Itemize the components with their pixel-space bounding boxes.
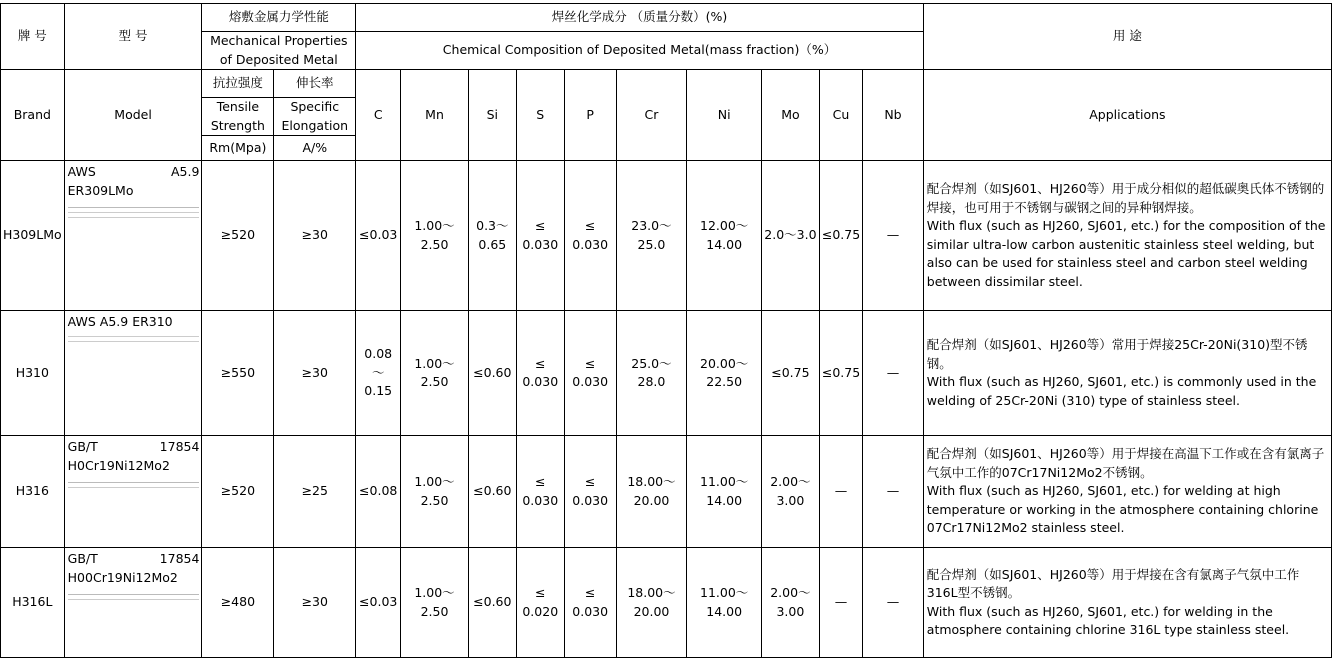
cu-cell: ≤0.75	[819, 311, 862, 436]
tensile-unit: Rm(Mpa)	[202, 136, 274, 161]
tensile-header-cn: 抗拉强度	[202, 70, 274, 98]
application-cell	[923, 161, 1331, 311]
mn-cell: 1.00～2.50	[401, 161, 469, 311]
element-header-si: Si	[468, 70, 516, 161]
table-row	[1, 311, 1332, 436]
model-line: H0Cr19Ni12Mo2	[67, 457, 170, 473]
brand-cell: H316L	[1, 548, 65, 658]
model-cell	[64, 311, 202, 436]
applications-header-en: Applications	[923, 70, 1331, 161]
cu-cell: —	[819, 436, 862, 548]
element-header-s: S	[516, 70, 564, 161]
mn-cell: 1.00～2.50	[401, 548, 469, 658]
tensile-header-en: Tensile Strength	[202, 98, 274, 136]
s-cell: ≤ 0.020	[516, 548, 564, 658]
s-cell: ≤ 0.030	[516, 311, 564, 436]
brand-cell: H310	[1, 311, 65, 436]
cell-divider	[68, 487, 200, 488]
p-cell: ≤ 0.030	[564, 161, 616, 311]
mo-cell: 2.00～3.00	[761, 548, 819, 658]
element-header-nb: Nb	[863, 70, 924, 161]
cell-divider	[68, 336, 200, 337]
ni-cell: 12.00～14.00	[687, 161, 762, 311]
model-line: AWS A5.9	[67, 164, 200, 179]
chemical-header-en: Chemical Composition of Deposited Metal(mass fraction)（%）	[356, 32, 924, 70]
application-cell	[923, 436, 1331, 548]
cr-cell: 23.0～25.0	[616, 161, 687, 311]
welding-wire-spec-table	[0, 3, 1332, 658]
cr-cell: 18.00～20.00	[616, 548, 687, 658]
application-en: With flux (such as HJ260, SJ601, etc.) is commonly used in the welding of 25Cr-20Ni (310) type of stainless steel.	[926, 374, 1317, 408]
application-cn: 配合焊剂（如SJ601、HJ260等）常用于焊接25Cr-20Ni(310)型不锈钢。	[926, 337, 1308, 371]
chemical-header-cn: 焊丝化学成分 （质量分数）(%)	[356, 4, 924, 32]
tensile-cell: ≥550	[202, 311, 274, 436]
elongation-cell: ≥30	[274, 548, 356, 658]
element-header-cu: Cu	[819, 70, 862, 161]
tensile-cell: ≥480	[202, 548, 274, 658]
mo-cell: ≤0.75	[761, 311, 819, 436]
applications-header-cn: 用 途	[923, 4, 1331, 70]
p-cell: ≤ 0.030	[564, 436, 616, 548]
si-cell: ≤0.60	[468, 548, 516, 658]
model-cell	[64, 436, 202, 548]
nb-cell: —	[863, 548, 924, 658]
c-cell: ≤0.03	[356, 161, 401, 311]
application-cn: 配合焊剂（如SJ601、HJ260等）用于焊接在含有氯离子气氛中工作316L型不锈钢。	[926, 566, 1300, 600]
si-cell: ≤0.60	[468, 311, 516, 436]
cr-cell: 18.00～20.00	[616, 436, 687, 548]
p-cell: ≤ 0.030	[564, 548, 616, 658]
table-row	[1, 436, 1332, 548]
model-line: ER309LMo	[67, 182, 134, 198]
mo-cell: 2.00～3.00	[761, 436, 819, 548]
application-cell	[923, 548, 1331, 658]
element-header-c: C	[356, 70, 401, 161]
brand-header-cn: 牌 号	[1, 4, 65, 70]
brand-cell: H316	[1, 436, 65, 548]
brand-cell: H309LMo	[1, 161, 65, 311]
nb-cell: —	[863, 161, 924, 311]
cell-divider	[68, 341, 200, 342]
element-header-ni: Ni	[687, 70, 762, 161]
cu-cell: ≤0.75	[819, 161, 862, 311]
s-cell: ≤ 0.030	[516, 161, 564, 311]
cell-divider	[68, 594, 200, 595]
model-header-cn: 型 号	[64, 4, 202, 70]
elongation-header-cn: 伸长率	[274, 70, 356, 98]
nb-cell: —	[863, 436, 924, 548]
c-cell: ≤0.08	[356, 436, 401, 548]
cr-cell: 25.0～28.0	[616, 311, 687, 436]
cell-divider	[68, 217, 200, 218]
si-cell: 0.3～0.65	[468, 161, 516, 311]
elongation-cell: ≥25	[274, 436, 356, 548]
mn-cell: 1.00～2.50	[401, 311, 469, 436]
table-row	[1, 548, 1332, 658]
mechanical-header-cn: 熔敷金属力学性能	[202, 4, 356, 32]
application-cn: 配合焊剂（如SJ601、HJ260等）用于成分相似的超低碳奥氏体不锈钢的焊接，也可用于不锈钢与碳钢之间的异种钢焊接。	[926, 181, 1325, 215]
ni-cell: 20.00～22.50	[687, 311, 762, 436]
cell-divider	[68, 482, 200, 483]
tensile-cell: ≥520	[202, 436, 274, 548]
p-cell: ≤ 0.030	[564, 311, 616, 436]
tensile-cell: ≥520	[202, 161, 274, 311]
application-cn: 配合焊剂（如SJ601、HJ260等）用于焊接在高温下工作或在含有氯离子气氛中工作的07Cr17Ni12Mo2不锈钢。	[926, 446, 1325, 480]
table-row	[1, 161, 1332, 311]
model-line: GB/T 17854	[67, 439, 200, 454]
elongation-unit: A/%	[274, 136, 356, 161]
elongation-cell: ≥30	[274, 311, 356, 436]
application-en: With flux (such as HJ260, SJ601, etc.) for welding at high temperature or working in the atmosphere containing chlorine 07Cr17Ni12Mo2 stainless steel.	[926, 483, 1319, 536]
cell-divider	[68, 212, 200, 213]
ni-cell: 11.00～14.00	[687, 436, 762, 548]
nb-cell: —	[863, 311, 924, 436]
model-header-en: Model	[64, 70, 202, 161]
element-header-mn: Mn	[401, 70, 469, 161]
element-header-mo: Mo	[761, 70, 819, 161]
model-cell	[64, 161, 202, 311]
s-cell: ≤ 0.030	[516, 436, 564, 548]
brand-header-en: Brand	[1, 70, 65, 161]
c-cell: 0.08～0.15	[356, 311, 401, 436]
mechanical-header-en: Mechanical Properties of Deposited Metal	[202, 32, 356, 70]
elongation-cell: ≥30	[274, 161, 356, 311]
model-line: GB/T 17854	[67, 551, 200, 566]
cell-divider	[68, 207, 200, 208]
ni-cell: 11.00～14.00	[687, 548, 762, 658]
c-cell: ≤0.03	[356, 548, 401, 658]
si-cell: ≤0.60	[468, 436, 516, 548]
cell-divider	[68, 599, 200, 600]
element-header-cr: Cr	[616, 70, 687, 161]
cu-cell: —	[819, 548, 862, 658]
application-en: With flux (such as HJ260, SJ601, etc.) for the composition of the similar ultra-low carbon austenitic stainless steel welding, but also can be used for stainless steel and carbon steel welding between dissimilar steel.	[926, 218, 1326, 289]
elongation-header-en: Specific Elongation	[274, 98, 356, 136]
model-line: AWS A5.9 ER310	[67, 314, 173, 329]
mo-cell: 2.0～3.0	[761, 161, 819, 311]
application-en: With flux (such as HJ260, SJ601, etc.) for welding in the atmosphere containing chlorine 316L type stainless steel.	[926, 603, 1290, 637]
mn-cell: 1.00～2.50	[401, 436, 469, 548]
model-line: H00Cr19Ni12Mo2	[67, 569, 178, 585]
application-cell	[923, 311, 1331, 436]
element-header-p: P	[564, 70, 616, 161]
model-cell	[64, 548, 202, 658]
